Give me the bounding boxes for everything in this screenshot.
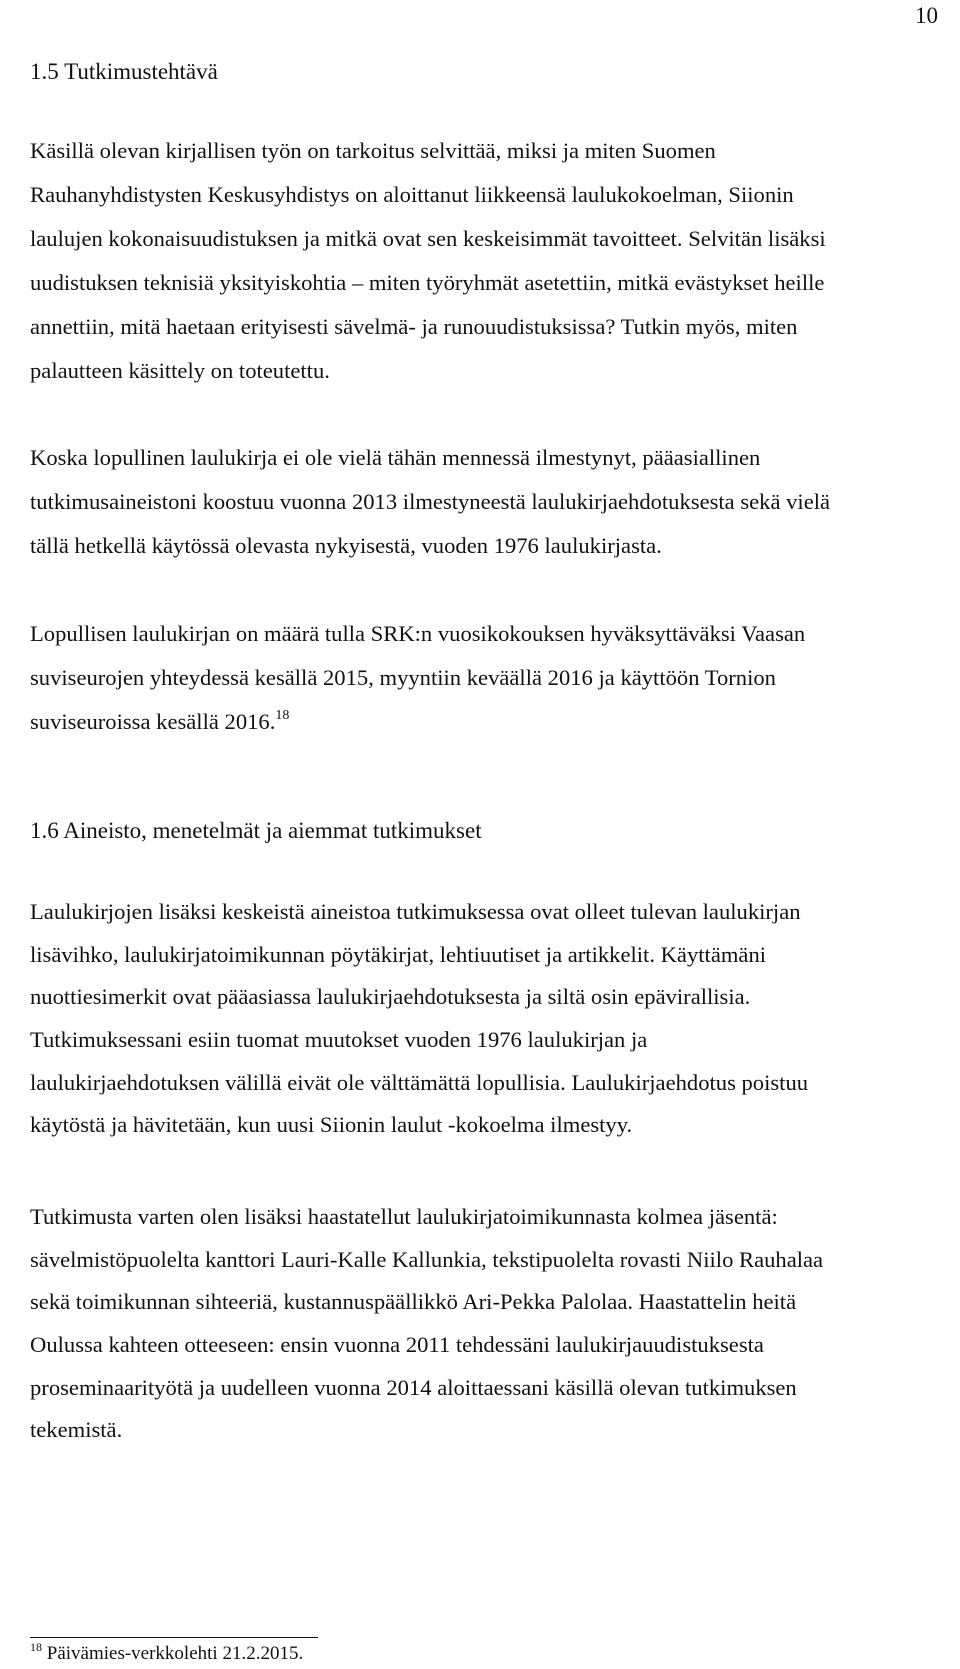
text-line: laulujen kokonaisuudistuksen ja mitkä ovat sen keskeisimmät tavoitteet. Selvitän lisäksi <box>30 226 826 251</box>
paragraph-interviews <box>30 1196 930 1452</box>
text-line: palautteen käsittely on toteutettu. <box>30 358 330 383</box>
page-number: 10 <box>915 3 938 28</box>
text-line: tutkimusaineistoni koostuu vuonna 2013 ilmestyneestä laulukirjaehdotuksesta sekä vielä <box>30 489 831 514</box>
text-line <box>30 700 930 744</box>
footnote-divider <box>30 1637 318 1638</box>
text-line: käytöstä ja hävitetään, kun uusi Siionin laulut -kokoelma ilmestyy. <box>30 1112 633 1138</box>
section-heading-1-5: 1.5 Tutkimustehtävä <box>30 59 218 84</box>
text-line: Oulussa kahteen otteeseen: ensin vuonna 2011 tehdessäni laulukirjauudistuksesta <box>30 1332 764 1358</box>
text-line: Tutkimusta varten olen lisäksi haastatellut laulukirjatoimikunnasta kolmea jäsentä: <box>30 1204 778 1229</box>
text-line: nuottiesimerkit ovat pääasiassa laulukirjaehdotuksesta ja siltä osin epävirallisia. <box>30 984 751 1010</box>
text-line: Koska lopullinen laulukirja ei ole vielä tähän mennessä ilmestynyt, pääasiallinen <box>30 445 761 470</box>
text-line: suviseurojen yhteydessä kesällä 2015, myyntiin keväällä 2016 ja käyttöön Tornion <box>30 665 776 690</box>
text-line: uudistuksen teknisiä yksityiskohtia – miten työryhmät asetettiin, mitkä evästykset heille <box>30 270 825 295</box>
footnote-text: Päivämies-verkkolehti 21.2.2015. <box>46 1643 304 1664</box>
text-line: laulukirjaehdotuksen välillä eivät ole välttämättä lopullisia. Laulukirjaehdotus poistuu <box>30 1069 809 1095</box>
paragraph-materials <box>30 891 930 1147</box>
paragraph-research-material <box>30 436 930 568</box>
text-line: sekä toimikunnan sihteeriä, kustannuspäällikkö Ari-Pekka Palolaa. Haastattelin heitä <box>30 1289 797 1315</box>
text-line: tekemistä. <box>30 1417 123 1443</box>
text-line: annettiin, mitä haetaan erityisesti sävelmä- ja runouudistuksissa? Tutkin myös, miten <box>30 314 798 339</box>
text-line: sävelmistöpuolelta kanttori Lauri-Kalle Kallunkia, tekstipuolelta rovasti Niilo Rauhalaa <box>30 1246 824 1272</box>
text-line-content: suviseuroissa kesällä 2016. <box>30 709 276 734</box>
text-line: Rauhanyhdistysten Keskusyhdistys on aloittanut liikkeensä laulukokoelman, Siionin <box>30 182 794 207</box>
footnote <box>30 1641 303 1667</box>
footnote-number: 18 <box>30 1640 42 1654</box>
text-line: lisävihko, laulukirjatoimikunnan pöytäkirjat, lehtiuutiset ja artikkelit. Käyttämäni <box>30 941 767 967</box>
text-line: proseminaarityötä ja uudelleen vuonna 2014 aloittaessani käsillä olevan tutkimuksen <box>30 1374 797 1400</box>
text-line: Lopullisen laulukirjan on määrä tulla SRK:n vuosikokouksen hyväksyttäväksi Vaasan <box>30 621 806 646</box>
paragraph-final-songbook <box>30 612 930 744</box>
text-line: Käsillä olevan kirjallisen työn on tarkoitus selvittää, miksi ja miten Suomen <box>30 138 716 163</box>
section-heading-1-6: 1.6 Aineisto, menetelmät ja aiemmat tutkimukset <box>30 818 482 843</box>
text-line: Tutkimuksessani esiin tuomat muutokset vuoden 1976 laulukirjan ja <box>30 1027 648 1053</box>
footnote-reference: 18 <box>275 708 290 723</box>
text-line: Laulukirjojen lisäksi keskeistä aineistoa tutkimuksessa ovat olleet tulevan laulukirjan <box>30 899 801 924</box>
text-line: tällä hetkellä käytössä olevasta nykyisestä, vuoden 1976 laulukirjasta. <box>30 533 662 558</box>
paragraph-research-aim <box>30 129 930 393</box>
